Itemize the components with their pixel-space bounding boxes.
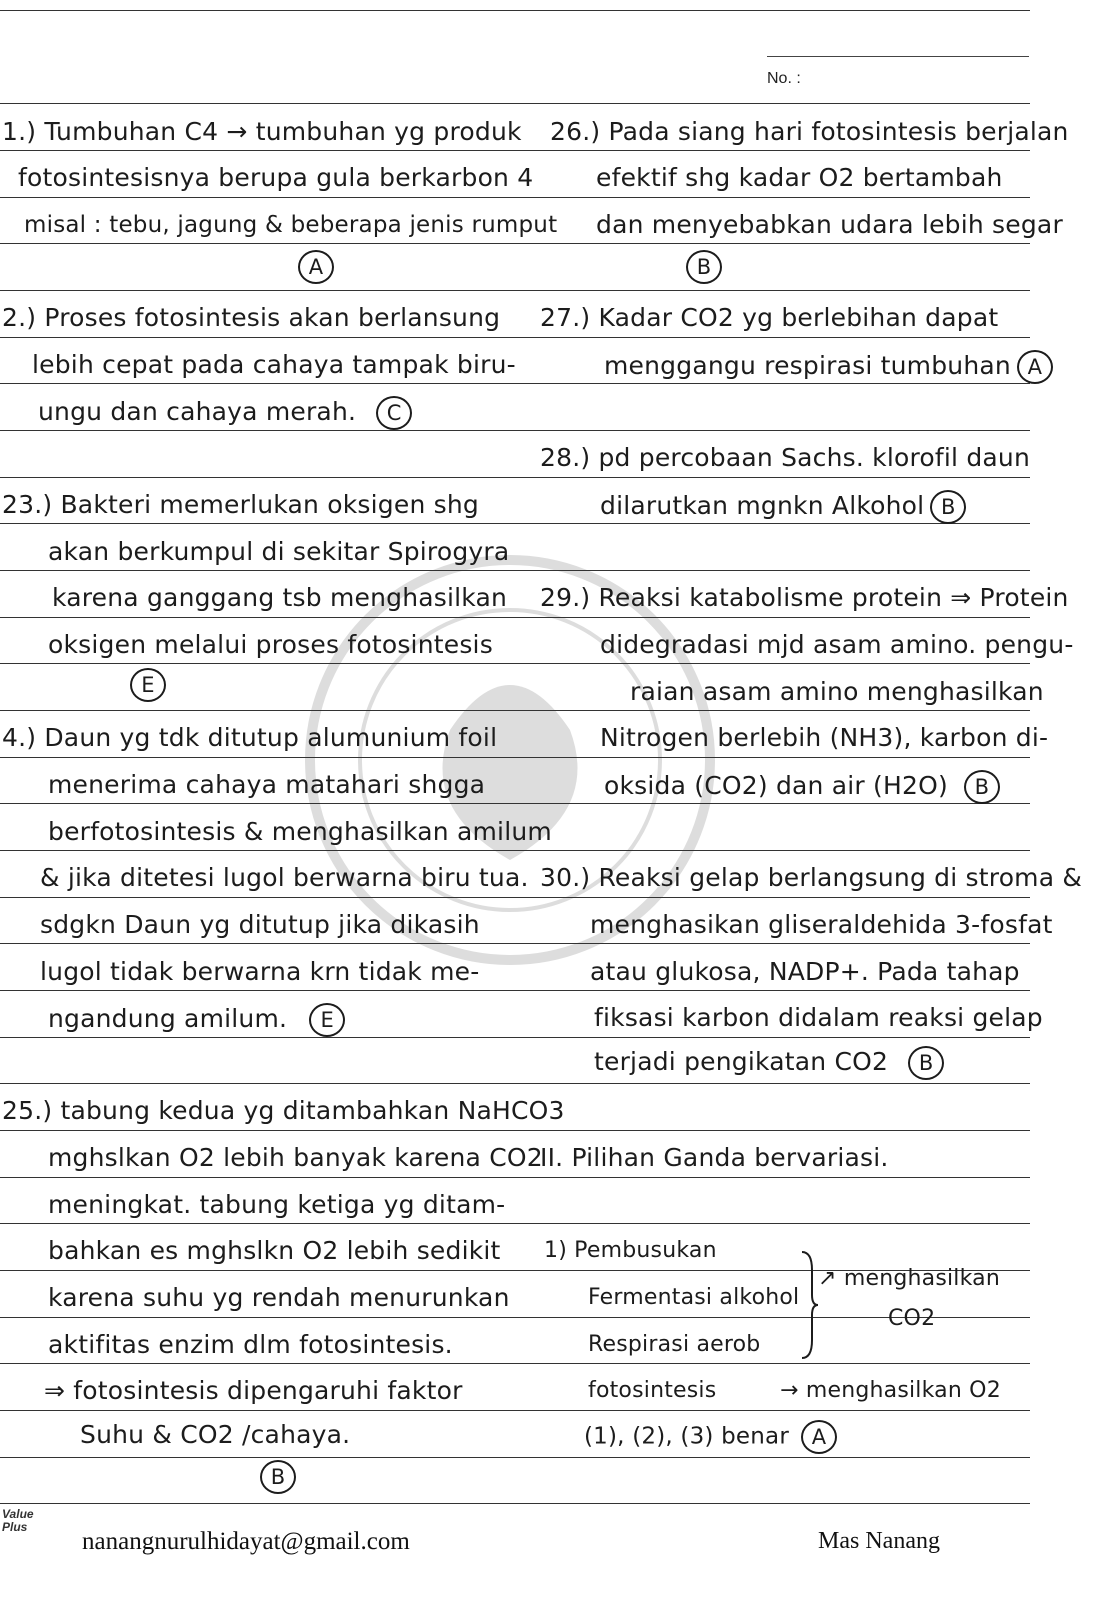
answer-22-text: ungu dan cahaya merah. xyxy=(38,397,357,426)
section-2-title: II. Pilihan Ganda bervariasi. xyxy=(540,1143,889,1172)
number-line xyxy=(767,56,1029,57)
answer-25-line-6: aktifitas enzim dlm fotosintesis. xyxy=(48,1330,453,1359)
answer-29-line-1: 29.) Reaksi katabolisme protein ⇒ Protein xyxy=(540,583,1069,612)
answer-29-line-5 xyxy=(604,770,1000,804)
answer-21-line-1: 1.) Tumbuhan C4 → tumbuhan yg produk xyxy=(2,117,522,146)
answer-circle: B xyxy=(260,1460,296,1494)
answer-29-line-3: raian asam amino menghasilkan xyxy=(630,677,1044,706)
s2-result xyxy=(584,1420,837,1454)
answer-30-line-1: 30.) Reaksi gelap berlangsung di stroma & xyxy=(540,863,1083,892)
s2-o2-label: → menghasilkan O2 xyxy=(780,1378,1001,1403)
answer-24-line-3: berfotosintesis & menghasilkan amilum xyxy=(48,817,552,846)
ruled-line xyxy=(0,243,1030,244)
s2-item-3: Respirasi aerob xyxy=(588,1332,761,1357)
answer-22-line-1: 2.) Proses fotosintesis akan berlansung xyxy=(2,303,501,332)
ruled-line xyxy=(0,1083,1030,1084)
s2-result-text: (1), (2), (3) benar xyxy=(584,1423,789,1450)
answer-28-line-2 xyxy=(600,490,966,524)
ruled-line xyxy=(0,1223,1030,1224)
answer-30-line-4: fiksasi karbon didalam reaksi gelap xyxy=(594,1003,1043,1032)
answer-27-line-1: 27.) Kadar CO2 yg berlebihan dapat xyxy=(540,303,999,332)
ruled-line xyxy=(0,1037,1030,1038)
answer-22-line-3 xyxy=(38,396,412,430)
answer-29-line-2: didegradasi mjd asam amino. pengu- xyxy=(600,630,1074,659)
answer-24-line-6: lugol tidak berwarna krn tidak me- xyxy=(40,957,480,986)
answer-24-line-2: menerima cahaya matahari shgga xyxy=(48,770,486,799)
answer-23-choice xyxy=(124,668,166,702)
answer-24-line-1: 4.) Daun yg tdk ditutup alumunium foil xyxy=(2,723,498,752)
ruled-line xyxy=(0,197,1030,198)
number-label: No. : xyxy=(767,70,801,87)
answer-circle: E xyxy=(309,1003,345,1037)
ruled-line xyxy=(0,337,1030,338)
ruled-line xyxy=(0,1130,1030,1131)
ruled-line xyxy=(0,757,1030,758)
answer-circle: B xyxy=(964,770,1000,804)
answer-circle: A xyxy=(801,1420,837,1454)
ruled-line xyxy=(0,1503,1030,1504)
arrow-icon: ↗ xyxy=(818,1266,844,1291)
answer-circle: C xyxy=(376,396,412,430)
answer-24-text: ngandung amilum. xyxy=(48,1004,288,1033)
ruled-line xyxy=(0,570,1030,571)
answer-25-line-3: meningkat. tabung ketiga yg ditam- xyxy=(48,1190,506,1219)
answer-27-text: menggangu respirasi tumbuhan xyxy=(604,351,1011,380)
answer-29-line-4: Nitrogen berlebih (NH3), karbon di- xyxy=(600,723,1049,752)
footer-author: Mas Nanang xyxy=(818,1528,940,1554)
answer-24-line-4: & jika ditetesi lugol berwarna biru tua. xyxy=(40,863,529,892)
ruled-line xyxy=(0,943,1030,944)
s2-item-2: Fermentasi alkohol xyxy=(588,1285,800,1310)
answer-25-line-7: ⇒ fotosintesis dipengaruhi faktor xyxy=(44,1376,463,1405)
ruled-line xyxy=(0,617,1030,618)
answer-21-choice xyxy=(292,250,334,284)
answer-30-line-3: atau glukosa, NADP+. Pada tahap xyxy=(590,957,1020,986)
ruled-line xyxy=(0,710,1030,711)
s2-co2-label xyxy=(818,1264,1000,1294)
brace-icon xyxy=(800,1250,820,1360)
answer-circle: E xyxy=(130,668,166,702)
ruled-line xyxy=(0,663,1030,664)
ruled-line xyxy=(0,430,1030,431)
answer-23-line-2: akan berkumpul di sekitar Spirogyra xyxy=(48,537,510,566)
ruled-line xyxy=(0,1363,1030,1364)
answer-23-line-1: 23.) Bakteri memerlukan oksigen shg xyxy=(2,490,479,519)
answer-30-line-5 xyxy=(594,1046,944,1080)
footer-email: nanangnurulhidayat@gmail.com xyxy=(82,1528,410,1555)
answer-25-line-5: karena suhu yg rendah menurunkan xyxy=(48,1283,510,1312)
answer-circle: B xyxy=(686,250,722,284)
answer-23-line-4: oksigen melalui proses fotosintesis xyxy=(48,630,493,659)
s2-co2-formula: CO2 xyxy=(888,1306,936,1331)
answer-21-line-3: misal : tebu, jagung & beberapa jenis rumput xyxy=(24,212,558,238)
answer-30-text: terjadi pengikatan CO2 xyxy=(594,1047,889,1076)
ruled-line xyxy=(0,103,1030,104)
answer-circle: B xyxy=(930,490,966,524)
answer-circle: A xyxy=(298,250,334,284)
ruled-line xyxy=(0,477,1030,478)
ruled-line xyxy=(0,990,1030,991)
ruled-line xyxy=(0,290,1030,291)
ruled-line xyxy=(0,1317,1030,1318)
answer-25-line-2: mghslkan O2 lebih banyak karena CO2 xyxy=(48,1143,543,1172)
answer-22-line-2: lebih cepat pada cahaya tampak biru- xyxy=(32,350,516,379)
answer-circle: A xyxy=(1017,350,1053,384)
answer-24-line-7 xyxy=(48,1003,345,1037)
s2-co2-text: menghasilkan xyxy=(843,1266,1000,1291)
s2-item-4: fotosintesis xyxy=(588,1378,717,1403)
s2-item-1: 1) Pembusukan xyxy=(544,1238,717,1263)
answer-26-line-1: 26.) Pada siang hari fotosintesis berjalan xyxy=(550,117,1069,146)
answer-21-line-2: fotosintesisnya berupa gula berkarbon 4 xyxy=(18,163,534,192)
answer-circle: B xyxy=(908,1046,944,1080)
ruled-line xyxy=(0,150,1030,151)
ruled-line xyxy=(0,1177,1030,1178)
answer-27-line-2 xyxy=(604,350,1053,384)
answer-26-choice xyxy=(680,250,722,284)
ruled-line xyxy=(0,897,1030,898)
answer-26-line-2: efektif shg kadar O2 bertambah xyxy=(596,163,1003,192)
answer-24-line-5: sdgkn Daun yg ditutup jika dikasih xyxy=(40,910,480,939)
answer-23-line-3: karena ganggang tsb menghasilkan xyxy=(52,583,508,612)
answer-29-text: oksida (CO2) dan air (H2O) xyxy=(604,771,948,800)
answer-25-choice xyxy=(254,1460,296,1494)
value-plus-logo: Value Plus xyxy=(2,1507,34,1534)
ruled-line xyxy=(0,1410,1030,1411)
answer-26-line-3: dan menyebabkan udara lebih segar xyxy=(596,210,1063,239)
ruled-line xyxy=(0,850,1030,851)
answer-28-line-1: 28.) pd percobaan Sachs. klorofil daun xyxy=(540,443,1031,472)
ruled-line xyxy=(0,1457,1030,1458)
answer-30-line-2: menghasikan gliseraldehida 3-fosfat xyxy=(590,910,1053,939)
answer-25-line-8: Suhu & CO2 /cahaya. xyxy=(80,1420,351,1449)
ruled-line xyxy=(0,10,1030,11)
answer-25-line-1: 25.) tabung kedua yg ditambahkan NaHCO3 xyxy=(2,1096,565,1125)
answer-28-text: dilarutkan mgnkn Alkohol xyxy=(600,491,925,520)
answer-25-line-4: bahkan es mghslkn O2 lebih sedikit xyxy=(48,1236,501,1265)
